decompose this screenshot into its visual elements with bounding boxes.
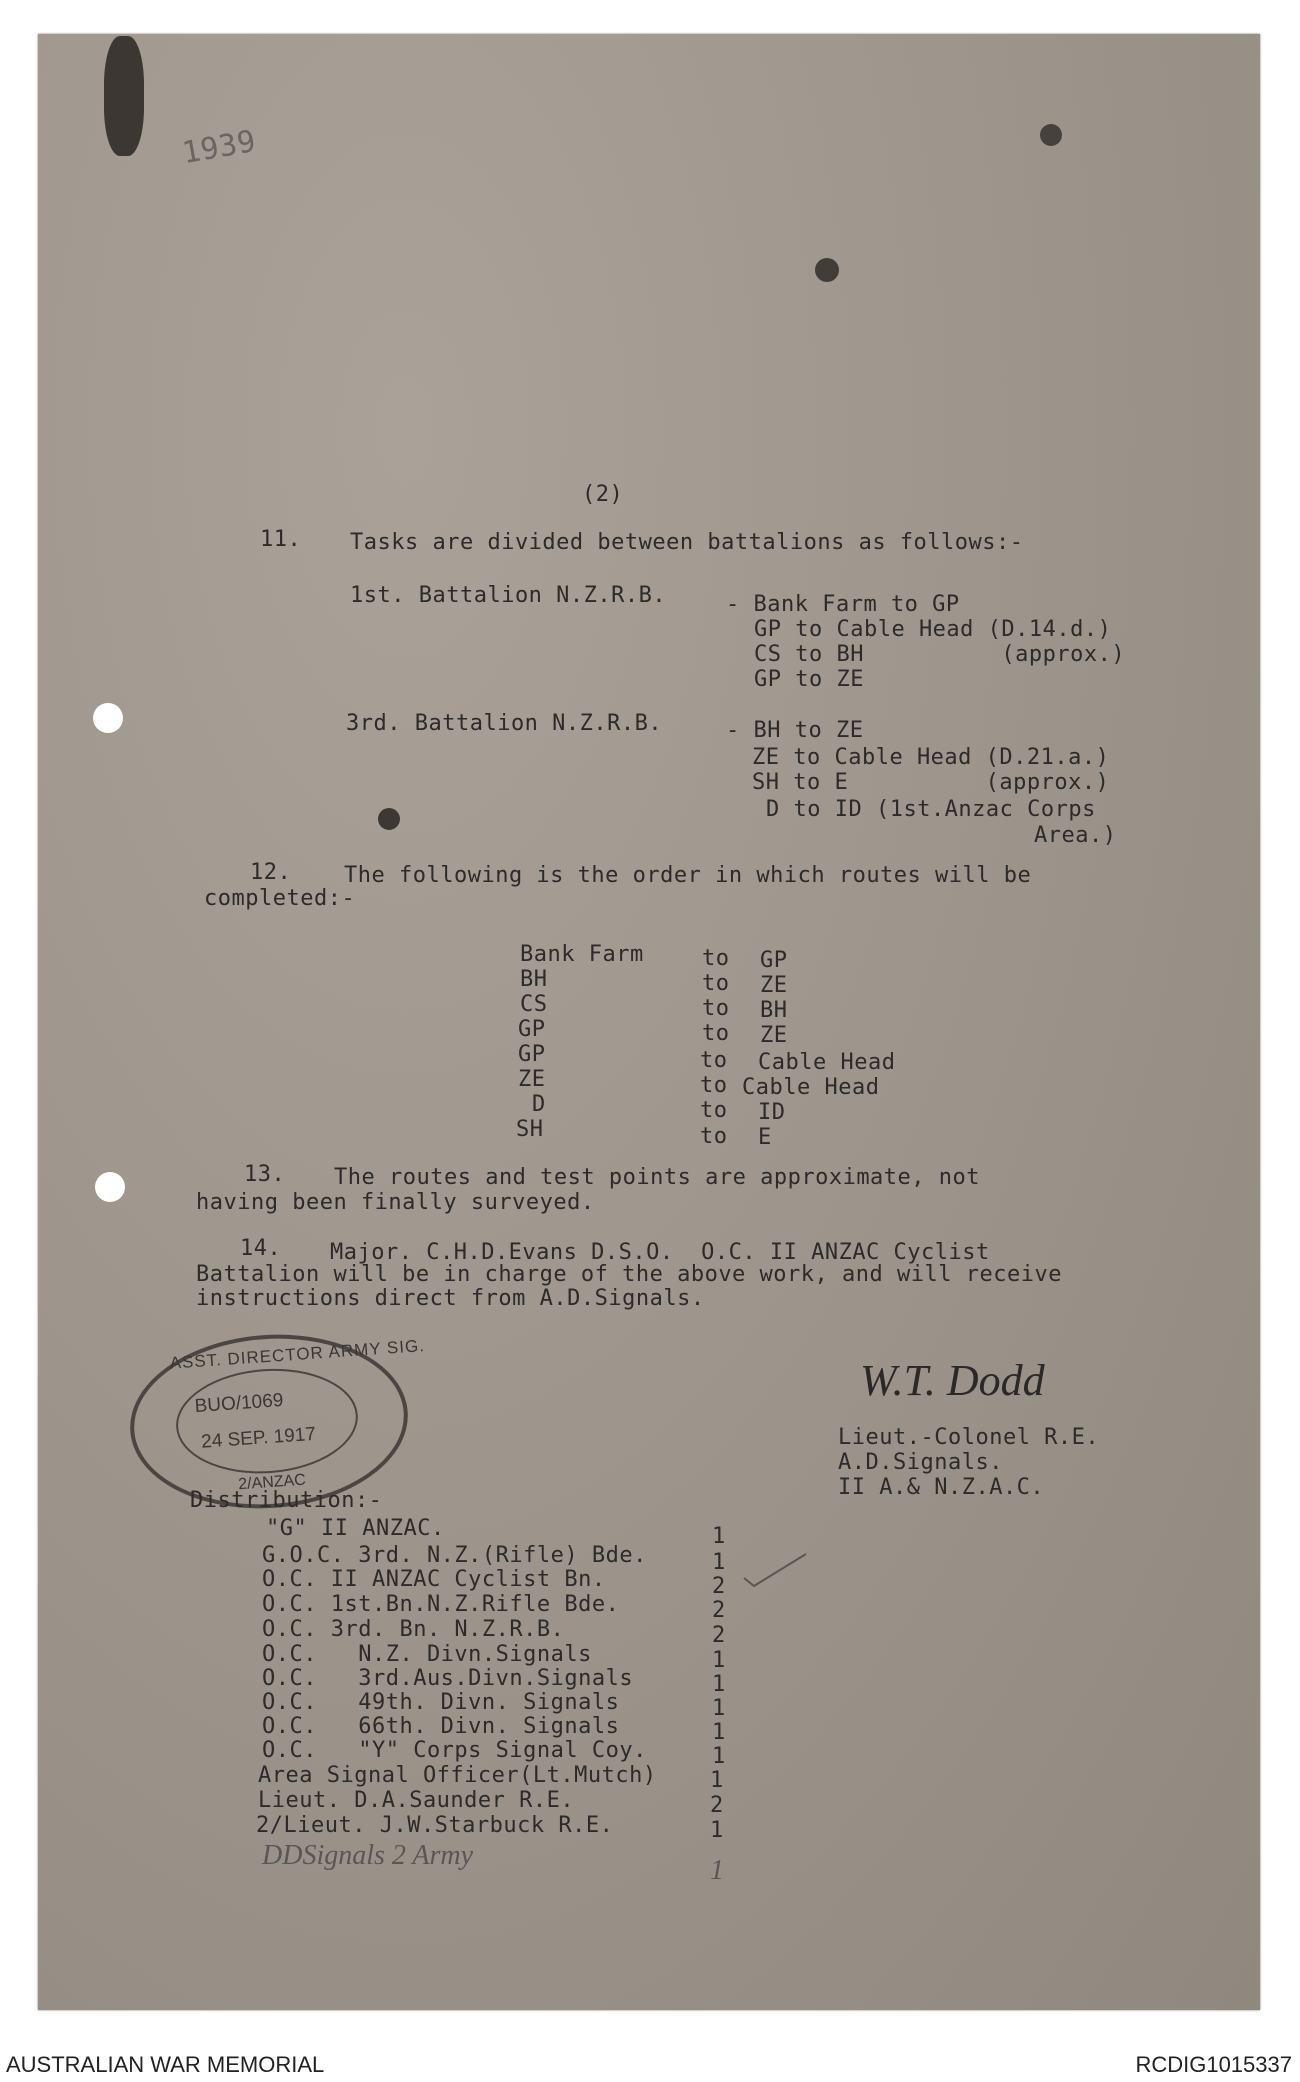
route-from: D	[532, 1092, 546, 1117]
stamp-outer-bottom-text: 2/ANZAC	[237, 1471, 307, 1494]
route-from: CS	[520, 992, 548, 1017]
footer-institution: AUSTRALIAN WAR MEMORIAL	[6, 2052, 325, 2077]
battalion2-route: - BH to ZE	[726, 718, 864, 743]
battalion2-route: Area.)	[1034, 823, 1117, 848]
distribution-qty: 1	[712, 1672, 726, 1697]
route-dest: ZE	[760, 973, 788, 998]
punch-hole-bottom	[95, 1172, 125, 1202]
distribution-qty: 1	[712, 1696, 726, 1721]
para13-number: 13.	[244, 1162, 286, 1187]
para14-line3: instructions direct from A.D.Signals.	[196, 1286, 705, 1311]
ink-spot	[378, 808, 400, 830]
distribution-qty: 1	[710, 1768, 724, 1793]
para14-line2: Battalion will be in charge of the above work, and will receive	[196, 1262, 1062, 1287]
route-from: Bank Farm	[520, 942, 644, 967]
route-dest: E	[758, 1125, 772, 1150]
handwritten-recipient: DDSignals 2 Army	[262, 1840, 474, 1871]
distribution-qty: 1	[712, 1550, 726, 1575]
route-dest: Cable Head	[742, 1075, 880, 1100]
route-to: to	[702, 946, 730, 971]
route-dest: ZE	[760, 1023, 788, 1048]
route-to: to	[700, 1098, 728, 1123]
para11-number: 11.	[260, 527, 302, 552]
route-from: GP	[518, 1017, 546, 1042]
route-to: to	[700, 1073, 728, 1098]
page-number: (2)	[582, 482, 624, 507]
ink-spot	[815, 258, 839, 282]
distribution-recipient: O.C. N.Z. Divn.Signals	[262, 1642, 592, 1667]
distribution-qty: 1	[712, 1648, 726, 1673]
distribution-recipient: O.C. "Y" Corps Signal Coy.	[262, 1738, 647, 1763]
route-from: SH	[516, 1117, 544, 1142]
distribution-heading: Distribution:-	[190, 1488, 383, 1513]
distribution-recipient: O.C. II ANZAC Cyclist Bn.	[262, 1567, 606, 1592]
battalion2-route: SH to E (approx.)	[752, 770, 1110, 795]
handwritten-qty: 1	[710, 1855, 724, 1886]
ink-stain	[104, 36, 144, 156]
route-from: BH	[520, 967, 548, 992]
route-to: to	[700, 1048, 728, 1073]
distribution-recipient: Lieut. D.A.Saunder R.E.	[258, 1788, 575, 1813]
para12-line1: The following is the order in which routes will be	[344, 863, 1032, 888]
battalion2-label: 3rd. Battalion N.Z.R.B.	[346, 711, 663, 736]
para14-number: 14.	[240, 1236, 282, 1261]
distribution-qty: 1	[710, 1818, 724, 1843]
stamp-outer-top-text: ASST. DIRECTOR ARMY SIG.	[169, 1335, 426, 1373]
stamp-inner-ring	[173, 1363, 362, 1479]
distribution-qty: 2	[712, 1574, 726, 1599]
distribution-recipient: O.C. 3rd.Aus.Divn.Signals	[262, 1666, 634, 1691]
distribution-qty: 2	[712, 1623, 726, 1648]
route-from: ZE	[518, 1067, 546, 1092]
signatory-rank: Lieut.-Colonel R.E.	[838, 1425, 1100, 1450]
battalion1-route: GP to ZE	[754, 667, 864, 692]
footer-record-id: RCDIG1015337	[1135, 2052, 1292, 2077]
distribution-qty: 1	[712, 1524, 726, 1549]
battalion1-label: 1st. Battalion N.Z.R.B.	[350, 583, 667, 608]
punch-hole-top	[93, 703, 123, 733]
para14-line1: Major. C.H.D.Evans D.S.O. O.C. II ANZAC Cyclist	[330, 1240, 990, 1265]
route-dest: ID	[758, 1100, 786, 1125]
para13-line1: The routes and test points are approximate, not	[334, 1165, 981, 1190]
stamp-reference: BUO/1069	[194, 1389, 285, 1418]
battalion1-route: CS to BH (approx.)	[754, 642, 1126, 667]
route-to: to	[702, 1021, 730, 1046]
battalion2-route: ZE to Cable Head (D.21.a.)	[752, 745, 1110, 770]
archive-number: 1939	[179, 123, 259, 172]
route-dest: GP	[760, 948, 788, 973]
ink-spot	[1040, 124, 1062, 146]
route-to: to	[702, 996, 730, 1021]
distribution-qty: 2	[710, 1793, 724, 1818]
distribution-qty: 2	[712, 1598, 726, 1623]
signature: W.T. Dodd	[860, 1356, 1045, 1405]
para11-text: Tasks are divided between battalions as follows:-	[350, 530, 1024, 555]
battalion1-route: GP to Cable Head (D.14.d.)	[754, 617, 1112, 642]
distribution-recipient: G.O.C. 3rd. N.Z.(Rifle) Bde.	[262, 1543, 647, 1568]
document-sheet	[38, 34, 1260, 2010]
route-dest: Cable Head	[758, 1050, 896, 1075]
distribution-recipient: O.C. 66th. Divn. Signals	[262, 1714, 620, 1739]
route-dest: BH	[760, 998, 788, 1023]
para12-number: 12.	[250, 860, 292, 885]
battalion2-route: D to ID (1st.Anzac Corps	[766, 797, 1096, 822]
distribution-recipient: O.C. 1st.Bn.N.Z.Rifle Bde.	[262, 1592, 620, 1617]
signatory-unit: II A.& N.Z.A.C.	[838, 1475, 1045, 1500]
stamp-date: 24 SEP. 1917	[200, 1423, 317, 1453]
tick-mark-icon	[740, 1550, 810, 1590]
signatory-title: A.D.Signals.	[838, 1450, 1003, 1475]
distribution-recipient: O.C. 3rd. Bn. N.Z.R.B.	[262, 1617, 565, 1642]
distribution-qty: 1	[712, 1720, 726, 1745]
distribution-recipient: 2/Lieut. J.W.Starbuck R.E.	[256, 1813, 614, 1838]
para13-line2: having been finally surveyed.	[196, 1190, 595, 1215]
distribution-recipient: Area Signal Officer(Lt.Mutch)	[258, 1763, 657, 1788]
route-to: to	[700, 1124, 728, 1149]
distribution-recipient: "G" II ANZAC.	[266, 1516, 445, 1541]
distribution-recipient: O.C. 49th. Divn. Signals	[262, 1690, 620, 1715]
route-from: GP	[518, 1042, 546, 1067]
battalion1-route: - Bank Farm to GP	[726, 592, 960, 617]
para12-line2: completed:-	[204, 886, 356, 911]
route-to: to	[702, 971, 730, 996]
distribution-qty: 1	[712, 1744, 726, 1769]
